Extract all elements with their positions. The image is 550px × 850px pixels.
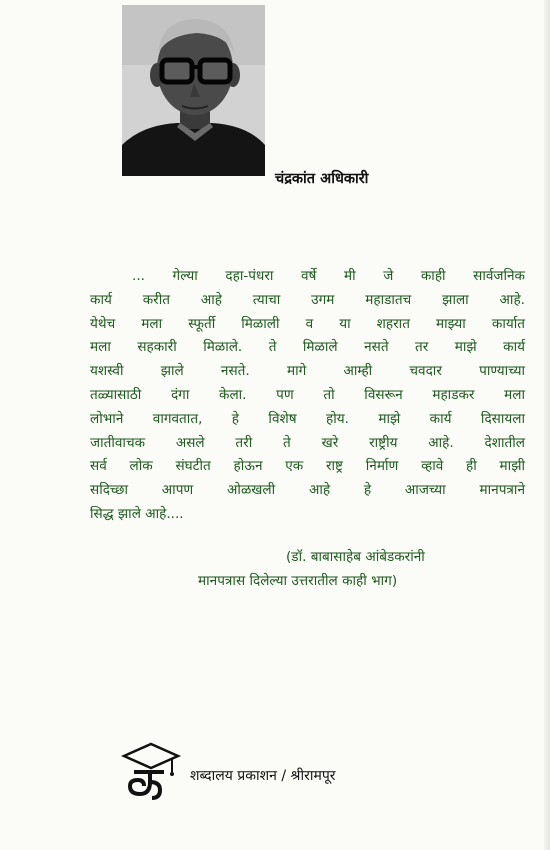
quote-line: सर्व लोक संघटीत होऊन एक राष्ट्र निर्माण व्हावे ही माझी xyxy=(90,458,525,475)
quote-line: सिद्ध झाले आहे.... xyxy=(90,505,184,522)
attribution-line: मानपत्रास दिलेल्या उत्तरातील काही भाग) xyxy=(198,573,398,589)
publisher-logo-icon xyxy=(120,738,182,802)
author-photo xyxy=(122,5,265,176)
quote-line: मला सहकारी मिळाले. ते मिळाले नसते तर माझे कार्य xyxy=(90,339,525,356)
quote-line: सदिच्छा आपण ओळखली आहे हे आजच्या मानपत्राने xyxy=(90,482,525,499)
page-edge xyxy=(544,0,550,850)
quote-attribution xyxy=(198,545,488,593)
quote-line: लोभाने वागवतात, हे विशेष होय. माझे कार्य दिसायला xyxy=(90,410,525,427)
quote-block xyxy=(90,265,525,527)
quote-line: तळ्यासाठी दंगा केला. पण तो विसरून महाडकर मला xyxy=(90,386,525,403)
publisher-name: शब्दालय प्रकाशन / श्रीरामपूर xyxy=(190,768,336,784)
quote-line: यशस्वी झाले नसते. मागे आम्ही चवदार पाण्याच्या xyxy=(90,363,525,380)
publisher-block xyxy=(120,738,480,802)
author-name: चंद्रकांत अधिकारी xyxy=(275,171,369,187)
quote-line: कार्य करीत आहे त्याचा उगम महाडातच झाला आहे. xyxy=(90,291,525,308)
quote-line: ... गेल्या दहा-पंधरा वर्षे मी जे काही सार्वजनिक xyxy=(132,268,525,284)
attribution-line: (डॉ. बाबासाहेब आंबेडकरांनी xyxy=(286,549,425,565)
quote-line: जातीवाचक असले तरी ते खरे राष्ट्रीय आहे. देशातील xyxy=(90,434,525,451)
quote-line: येथेच मला स्फूर्ती मिळाली व या शहरात माझ्या कार्यात xyxy=(90,315,525,332)
author-photo-image xyxy=(122,5,265,176)
